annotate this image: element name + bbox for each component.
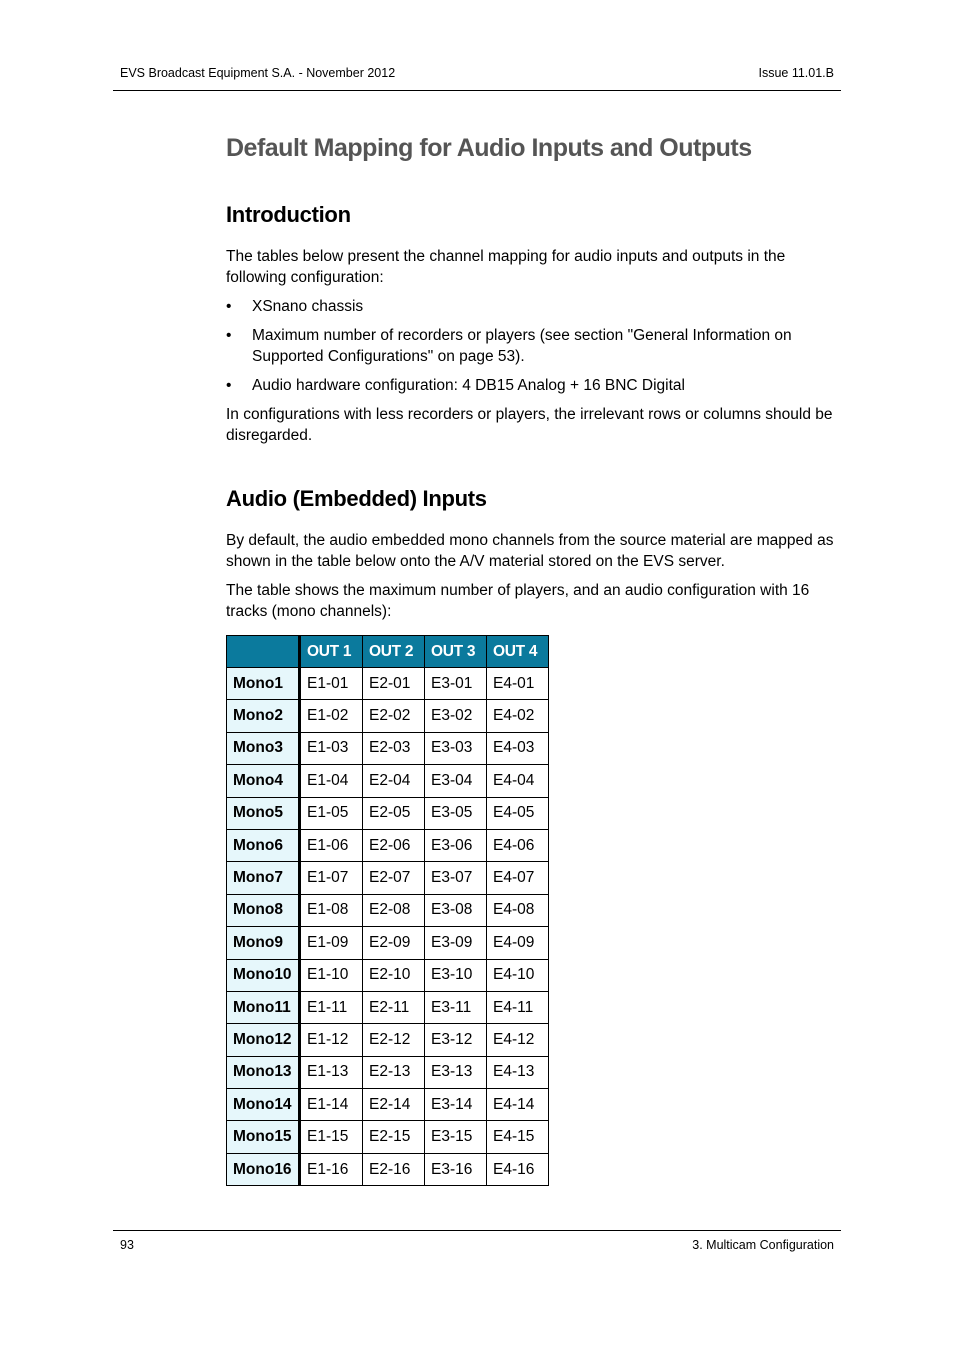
table-cell: E4-07	[487, 862, 549, 894]
table-cell: E1-09	[300, 927, 363, 959]
table-cell: E3-16	[425, 1153, 487, 1185]
table-cell: E4-12	[487, 1024, 549, 1056]
audio-paragraph-2: The table shows the maximum number of players, and an audio configuration with 16 tracks (mono channels):	[226, 582, 810, 620]
config-bullet-list	[226, 296, 836, 396]
table-cell: E2-12	[363, 1024, 425, 1056]
table-row	[227, 959, 549, 991]
list-item-text: XSnano chassis	[252, 298, 364, 315]
section-heading-audio-inputs: Audio (Embedded) Inputs	[226, 486, 487, 511]
table-cell: E4-04	[487, 765, 549, 797]
list-item-text: Maximum number of recorders or players (see section "General Information on Supported Configurations" on page 53).	[252, 327, 792, 365]
row-header: Mono8	[227, 894, 300, 926]
table-cell: E1-03	[300, 732, 363, 764]
table-cell: E4-10	[487, 959, 549, 991]
table-cell: E4-05	[487, 797, 549, 829]
section-heading-introduction: Introduction	[226, 202, 351, 227]
table-cell: E1-04	[300, 765, 363, 797]
table-cell: E3-05	[425, 797, 487, 829]
table-cell: E2-09	[363, 927, 425, 959]
table-body	[227, 668, 549, 1186]
table-row	[227, 668, 549, 700]
table-cell: E1-06	[300, 829, 363, 861]
table-cell: E3-15	[425, 1121, 487, 1153]
intro-paragraph-1: The tables below present the channel mapping for audio inputs and outputs in the following configuration:	[226, 248, 786, 286]
table-cell: E2-05	[363, 797, 425, 829]
column-header: OUT 2	[363, 636, 425, 668]
table-cell: E1-02	[300, 700, 363, 732]
list-item-text: Audio hardware configuration: 4 DB15 Analog + 16 BNC Digital	[252, 377, 685, 394]
row-header: Mono3	[227, 732, 300, 764]
table-cell: E2-07	[363, 862, 425, 894]
column-header: OUT 1	[300, 636, 363, 668]
table-cell: E1-07	[300, 862, 363, 894]
row-header: Mono5	[227, 797, 300, 829]
table-cell: E1-11	[300, 991, 363, 1023]
row-header: Mono1	[227, 668, 300, 700]
table-cell: E2-10	[363, 959, 425, 991]
table-row	[227, 765, 549, 797]
table-cell: E4-14	[487, 1089, 549, 1121]
audio-paragraph-1: By default, the audio embedded mono channels from the source material are mapped as shown in the table below onto the A/V material stored on the EVS server.	[226, 532, 834, 570]
table-cell: E3-13	[425, 1056, 487, 1088]
table-cell: E2-01	[363, 668, 425, 700]
table-cell: E3-10	[425, 959, 487, 991]
table-cell: E2-15	[363, 1121, 425, 1153]
bullet-icon: •	[226, 298, 232, 315]
row-header: Mono16	[227, 1153, 300, 1185]
row-header: Mono15	[227, 1121, 300, 1153]
page-content	[226, 130, 836, 1186]
table-cell: E4-13	[487, 1056, 549, 1088]
table-cell: E1-05	[300, 797, 363, 829]
table-cell: E1-14	[300, 1089, 363, 1121]
table-row	[227, 1056, 549, 1088]
table-cell: E2-14	[363, 1089, 425, 1121]
row-header: Mono9	[227, 927, 300, 959]
table-row	[227, 991, 549, 1023]
table-cell: E4-15	[487, 1121, 549, 1153]
table-cell: E4-02	[487, 700, 549, 732]
page-header-left: EVS Broadcast Equipment S.A. - November 2012	[120, 66, 396, 80]
table-cell: E3-01	[425, 668, 487, 700]
row-header: Mono10	[227, 959, 300, 991]
table-header-row	[227, 636, 549, 668]
header-divider	[113, 90, 841, 91]
row-header: Mono7	[227, 862, 300, 894]
table-cell: E1-13	[300, 1056, 363, 1088]
table-cell: E4-06	[487, 829, 549, 861]
table-cell: E4-08	[487, 894, 549, 926]
bullet-icon: •	[226, 327, 232, 344]
table-cell: E1-15	[300, 1121, 363, 1153]
table-cell: E2-08	[363, 894, 425, 926]
table-cell: E1-01	[300, 668, 363, 700]
table-cell: E4-01	[487, 668, 549, 700]
table-cell: E2-13	[363, 1056, 425, 1088]
table-row	[227, 1153, 549, 1185]
row-header: Mono14	[227, 1089, 300, 1121]
row-header: Mono13	[227, 1056, 300, 1088]
table-cell: E1-10	[300, 959, 363, 991]
bullet-icon: •	[226, 377, 232, 394]
table-cell: E1-12	[300, 1024, 363, 1056]
column-header: OUT 4	[487, 636, 549, 668]
table-row	[227, 1121, 549, 1153]
table-cell: E3-08	[425, 894, 487, 926]
table-cell: E1-16	[300, 1153, 363, 1185]
table-cell: E2-16	[363, 1153, 425, 1185]
row-header: Mono4	[227, 765, 300, 797]
audio-mapping-table	[226, 635, 549, 1186]
table-row	[227, 894, 549, 926]
page-header-right: Issue 11.01.B	[758, 66, 834, 80]
intro-paragraph-2: In configurations with less recorders or players, the irrelevant rows or columns should be disregarded.	[226, 406, 833, 444]
table-row	[227, 700, 549, 732]
table-row	[227, 732, 549, 764]
footer-divider	[113, 1230, 841, 1231]
page-title: Default Mapping for Audio Inputs and Outputs	[226, 134, 752, 162]
table-cell: E3-07	[425, 862, 487, 894]
table-row	[227, 797, 549, 829]
table-cell: E2-02	[363, 700, 425, 732]
column-header: OUT 3	[425, 636, 487, 668]
list-item	[226, 375, 836, 396]
table-row	[227, 829, 549, 861]
table-cell: E3-09	[425, 927, 487, 959]
row-header: Mono2	[227, 700, 300, 732]
table-corner-cell	[227, 636, 300, 668]
table-row	[227, 1024, 549, 1056]
page-number: 93	[120, 1238, 134, 1252]
table-cell: E3-03	[425, 732, 487, 764]
row-header: Mono11	[227, 991, 300, 1023]
table-cell: E2-03	[363, 732, 425, 764]
table-cell: E1-08	[300, 894, 363, 926]
table-cell: E4-11	[487, 991, 549, 1023]
chapter-name: 3. Multicam Configuration	[692, 1238, 834, 1252]
table-row	[227, 927, 549, 959]
row-header: Mono6	[227, 829, 300, 861]
table-cell: E2-11	[363, 991, 425, 1023]
row-header: Mono12	[227, 1024, 300, 1056]
list-item	[226, 325, 836, 367]
table-cell: E3-06	[425, 829, 487, 861]
table-cell: E4-16	[487, 1153, 549, 1185]
table-cell: E3-12	[425, 1024, 487, 1056]
table-cell: E3-14	[425, 1089, 487, 1121]
table-cell: E4-03	[487, 732, 549, 764]
list-item	[226, 296, 836, 317]
table-cell: E3-04	[425, 765, 487, 797]
table-cell: E3-02	[425, 700, 487, 732]
table-cell: E2-06	[363, 829, 425, 861]
table-cell: E2-04	[363, 765, 425, 797]
table-row	[227, 862, 549, 894]
table-cell: E4-09	[487, 927, 549, 959]
table-row	[227, 1089, 549, 1121]
table-cell: E3-11	[425, 991, 487, 1023]
